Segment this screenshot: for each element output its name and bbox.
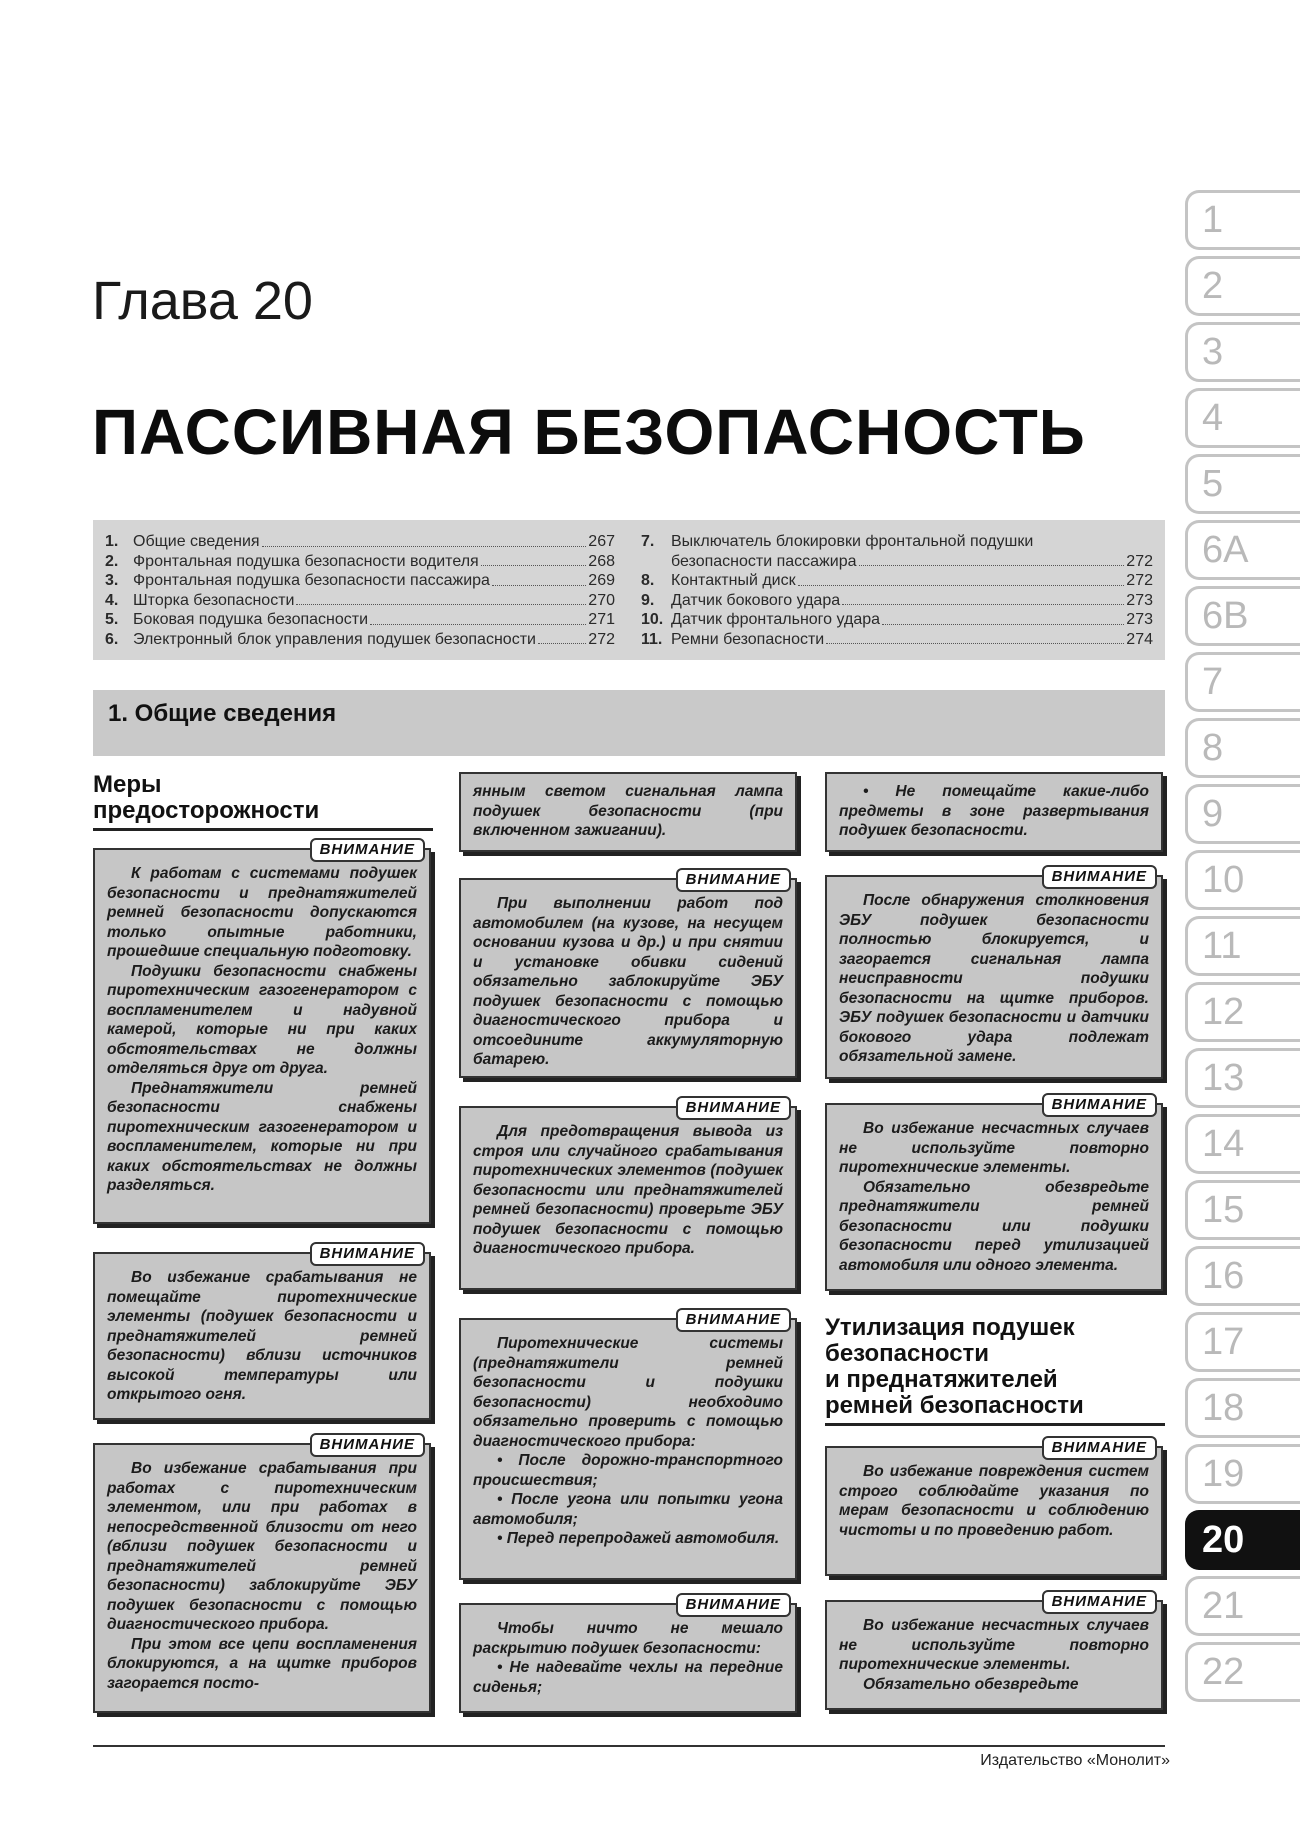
toc-item[interactable] [105, 591, 615, 611]
warning-paragraph: Обязательно обезвредьте преднатяжители ремней безопасности или подушки безопасности перед утилизацией автомобиля или одного элемента. [839, 1178, 1149, 1274]
warning-paragraph: янным светом сигнальная лампа подушек безопасности (при включенном зажигании). [473, 783, 783, 839]
toc-item-label: Электронный блок управления подушек безопасности [133, 630, 536, 648]
precautions-heading-line1: Меры [93, 771, 162, 798]
warning-badge: ВНИМАНИЕ [676, 1308, 791, 1332]
toc-item-number: 7. [641, 533, 655, 550]
disposal-heading-line: и преднатяжителей [825, 1366, 1058, 1393]
warning-paragraph: При этом все цепи воспламенения блокируются, а на щитке приборов загорается посто- [107, 1635, 417, 1692]
chapter-tab[interactable]: 8 [1185, 718, 1300, 778]
toc-item-number: 9. [641, 591, 655, 609]
warning-paragraph: Во избежание повреждения систем строго соблюдайте указания по мерам безопасности и соблюдению чистоты и по проведению работ. [839, 1463, 1149, 1539]
toc-item-page: 268 [588, 552, 615, 570]
chapter-tab[interactable]: 22 [1185, 1642, 1300, 1702]
footer-rule [93, 1745, 1165, 1747]
warning-box-continued [825, 772, 1163, 852]
toc-column-right [641, 532, 1153, 649]
warning-list-item: • Не помещайте какие-либо предметы в зоне развертывания подушек безопасности. [839, 783, 1149, 839]
toc-item[interactable] [105, 630, 615, 650]
toc-item-number: 1. [105, 533, 119, 550]
chapter-tab[interactable]: 3 [1185, 322, 1300, 382]
toc-item-page: 273 [1126, 591, 1153, 609]
heading-rule [825, 1423, 1165, 1426]
warning-paragraph: Во избежание срабатывания не помещайте пиротехнические элементы (подушек безопасности и преднатяжителей ремней безопасности) вблизи источников высокой температуры или открытого огня. [107, 1269, 417, 1403]
toc-item-label: Фронтальная подушка безопасности пассажира [133, 572, 490, 589]
chapter-tab[interactable]: 21 [1185, 1576, 1300, 1636]
chapter-tab[interactable]: 4 [1185, 388, 1300, 448]
warning-paragraph: Во избежание несчастных случаев не используйте повторно пиротехнические элементы. [839, 1617, 1149, 1673]
chapter-tab[interactable]: 19 [1185, 1444, 1300, 1504]
toc-item-label: Контактный диск [671, 572, 796, 589]
warning-paragraph: После обнаружения столкновения ЭБУ подушек безопасности полностью блокируется, и загорается сигнальная лампа неисправности подушки безопасности на щитке приборов. ЭБУ подушек безопасности и датчики бокового удара подлежат обязательной замене. [839, 892, 1149, 1065]
chapter-label: Глава 20 [92, 271, 313, 331]
table-of-contents [93, 520, 1165, 660]
chapter-tab[interactable]: 7 [1185, 652, 1300, 712]
toc-item-label: Общие сведения [133, 533, 260, 550]
chapter-tab[interactable]: 2 [1185, 256, 1300, 316]
warning-box [93, 1245, 431, 1420]
precautions-heading-line2: предосторожности [93, 797, 320, 824]
warning-paragraph: Во избежание срабатывания при работах с пиротехническим элементом, или при работах в непосредственной близости от него (вблизи подушек безопасности и преднатяжителей ремней безопасности) заблокируйте ЭБУ подушек безопасности с помощью диагностического прибора. [107, 1460, 417, 1633]
toc-item[interactable] [105, 532, 615, 552]
warning-box [459, 871, 797, 1078]
warning-badge: ВНИМАНИЕ [676, 868, 791, 892]
toc-item-label-cont: безопасности пассажира [671, 552, 857, 570]
toc-item-page: 272 [588, 630, 615, 648]
warning-paragraph: Для предотвращения вывода из строя или случайного срабатывания пиротехнических элементов (подушек безопасности или преднатяжителей ремней безопасности) проверьте ЭБУ подушек безопасности с помощью диагностического прибора. [473, 1123, 783, 1257]
toc-item-page: 274 [1126, 630, 1153, 648]
warning-box [825, 1593, 1163, 1710]
toc-item-number: 2. [105, 552, 119, 570]
warning-list-item: • После угона или попытки угона автомобиля; [473, 1491, 783, 1528]
disposal-heading [825, 1315, 1165, 1426]
chapter-tab[interactable]: 18 [1185, 1378, 1300, 1438]
chapter-tab[interactable]: 9 [1185, 784, 1300, 844]
warning-paragraph: Подушки безопасности снабжены пиротехническим газогенератором с воспламенителем и надувной камерой, которые ни при каких обстоятельствах не должны отделяться друг от друга. [107, 962, 417, 1077]
chapter-tab-active[interactable]: 20 [1185, 1510, 1300, 1570]
warning-list-item: • Не надевайте чехлы на передние сиденья; [473, 1659, 783, 1696]
toc-item-label: Ремни безопасности [671, 630, 825, 648]
disposal-heading-line: безопасности [825, 1340, 990, 1367]
toc-item[interactable] [105, 571, 615, 591]
chapter-tab[interactable]: 11 [1185, 916, 1300, 976]
heading-rule [93, 828, 433, 831]
warning-box [825, 1096, 1163, 1291]
warning-box [459, 1596, 797, 1713]
warning-box [825, 1439, 1163, 1576]
warning-badge: ВНИМАНИЕ [1042, 1436, 1157, 1460]
warning-box [93, 841, 431, 1224]
warning-paragraph: Чтобы ничто не мешало раскрытию подушек безопасности: [473, 1620, 783, 1657]
toc-item-label: Фронтальная подушка безопасности водителя [133, 552, 479, 570]
warning-paragraph: Пиротехнические системы (преднатяжители ремней безопасности и подушки безопасности) необходимо обязательно проверить с помощью диагностического прибора: [473, 1335, 783, 1450]
toc-item-page: 269 [588, 572, 615, 589]
toc-item[interactable] [105, 610, 615, 630]
chapter-tab[interactable]: 6A [1185, 520, 1300, 580]
publisher-credit: Издательство «Монолит» [980, 1752, 1170, 1769]
precautions-heading [93, 772, 433, 831]
chapter-tab[interactable]: 14 [1185, 1114, 1300, 1174]
disposal-heading-line: ремней безопасности [825, 1392, 1084, 1419]
toc-item-label: Выключатель блокировки фронтальной подушки [671, 533, 1034, 550]
toc-item-label: Датчик бокового удара [671, 591, 841, 609]
chapter-tab[interactable]: 10 [1185, 850, 1300, 910]
warning-box [459, 1099, 797, 1290]
warning-list-item: • Перед перепродажей автомобиля. [497, 1530, 780, 1547]
toc-item[interactable] [641, 630, 1153, 650]
warning-list-item: • После дорожно-транспортного происшествия; [473, 1452, 783, 1489]
toc-item-number: 6. [105, 630, 119, 648]
warning-paragraph: Преднатяжители ремней безопасности снабжены пиротехническим газогенератором и воспламенителем, которые ни при каких обстоятельствах не должны разделяться. [107, 1079, 417, 1194]
warning-box-continued [459, 772, 797, 852]
chapter-tab[interactable]: 12 [1185, 982, 1300, 1042]
toc-item-page: 272 [1126, 572, 1153, 589]
chapter-tab[interactable]: 17 [1185, 1312, 1300, 1372]
warning-box [459, 1311, 797, 1580]
section-title: 1. Общие сведения [108, 700, 337, 727]
warning-badge: ВНИМАНИЕ [1042, 1590, 1157, 1614]
toc-item-number: 4. [105, 591, 119, 609]
warning-paragraph: К работам с системами подушек безопасности и преднатяжителей ремней безопасности допускаются только опытные работники, прошедшие специальную подготовку. [107, 865, 417, 960]
toc-item-page: 272 [1126, 552, 1153, 570]
toc-item-label: Боковая подушка безопасности [133, 611, 369, 628]
toc-item[interactable] [105, 552, 615, 572]
disposal-heading-line: Утилизация подушек [825, 1314, 1075, 1341]
warning-paragraph: Во избежание несчастных случаев не используйте повторно пиротехнические элементы. [839, 1120, 1149, 1176]
toc-item-number: 11. [641, 630, 663, 648]
toc-item-number: 8. [641, 572, 655, 589]
warning-badge: ВНИМАНИЕ [676, 1096, 791, 1120]
warning-badge: ВНИМАНИЕ [1042, 865, 1157, 889]
toc-item[interactable] [641, 591, 1153, 611]
toc-item[interactable] [641, 532, 1153, 571]
toc-item-page: 273 [1126, 611, 1153, 628]
toc-item-number: 10. [641, 611, 664, 628]
chapter-title: ПАССИВНАЯ БЕЗОПАСНОСТЬ [92, 396, 1086, 468]
toc-item-page: 267 [588, 533, 615, 550]
warning-box [825, 868, 1163, 1079]
chapter-tab[interactable]: 6B [1185, 586, 1300, 646]
toc-item-page: 271 [588, 611, 615, 628]
toc-item-label: Шторка безопасности [133, 591, 295, 609]
warning-paragraph: Обязательно обезвредьте [863, 1675, 1079, 1693]
toc-item-label: Датчик фронтального удара [671, 611, 881, 628]
chapter-tab[interactable]: 16 [1185, 1246, 1300, 1306]
warning-badge: ВНИМАНИЕ [310, 1242, 425, 1266]
toc-item-page: 270 [588, 591, 615, 609]
warning-box [93, 1436, 431, 1713]
toc-item-number: 5. [105, 611, 119, 628]
warning-badge: ВНИМАНИЕ [310, 838, 425, 862]
toc-item-number: 3. [105, 572, 119, 589]
chapter-tab[interactable]: 13 [1185, 1048, 1300, 1108]
warning-badge: ВНИМАНИЕ [310, 1433, 425, 1457]
toc-item[interactable] [641, 571, 1153, 591]
chapter-tab[interactable]: 5 [1185, 454, 1300, 514]
warning-paragraph: При выполнении работ под автомобилем (на кузове, на несущем основании кузова и др.) и при снятии и установке обивки сидений обязательно заблокируйте ЭБУ подушек безопасности с помощью диагностического прибора и отсоедините аккумуляторную батарею. [473, 895, 783, 1068]
warning-badge: ВНИМАНИЕ [1042, 1093, 1157, 1117]
warning-badge: ВНИМАНИЕ [676, 1593, 791, 1617]
toc-column-left [105, 532, 615, 649]
toc-item[interactable] [641, 610, 1153, 630]
chapter-tab[interactable]: 1 [1185, 190, 1300, 250]
chapter-tab[interactable]: 15 [1185, 1180, 1300, 1240]
